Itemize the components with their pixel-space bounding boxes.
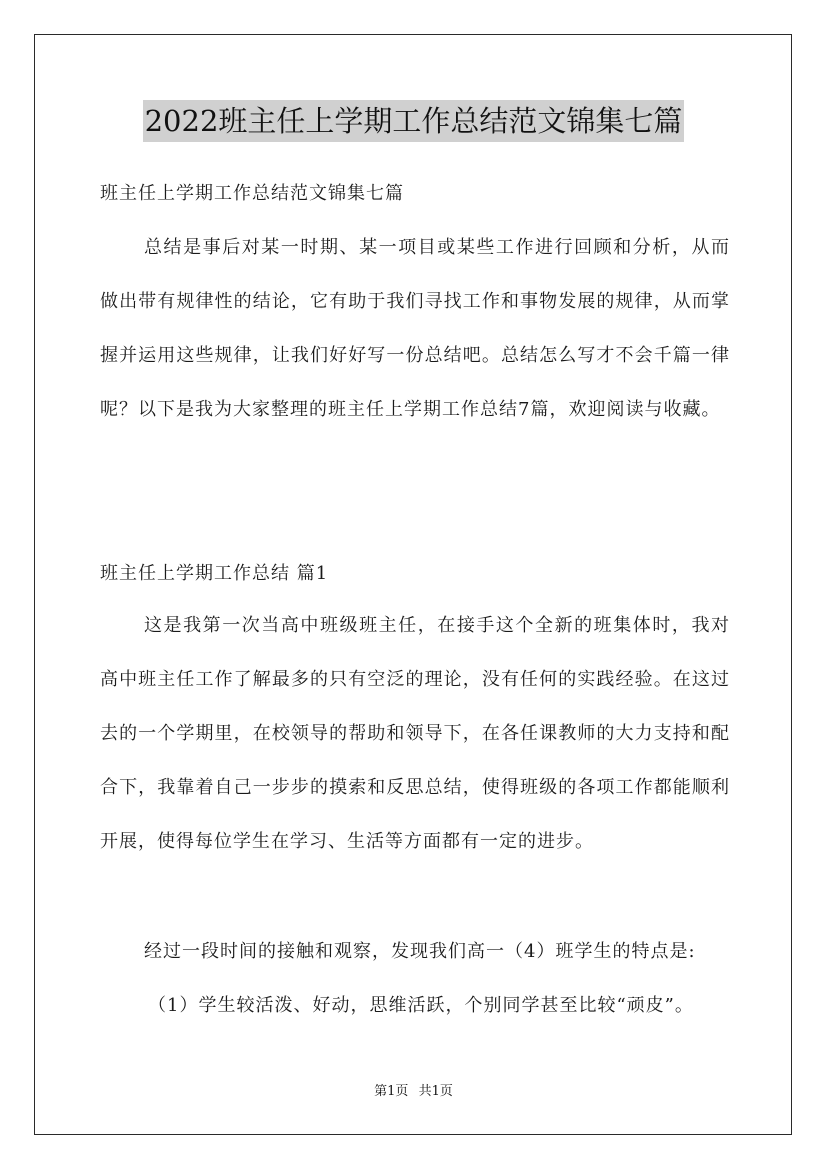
section-paragraph-3: （1）学生较活泼、好动，思维活跃，个别同学甚至比较“顽皮”。 <box>148 995 694 1016</box>
intro-paragraph: 总结是事后对某一时期、某一项目或某些工作进行回顾和分析，从而做出带有规律性的结论，它有助于我们寻找工作和事物发展的规律，从而掌握并运用这些规律，让我们好好写一份总结吧。总结怎么写才不会千篇一律呢？以下是我为大家整理的班主任上学期工作总结7篇，欢迎阅读与收藏。 <box>100 237 730 420</box>
page-footer <box>0 1083 827 1101</box>
page-number-total: 共1页 <box>418 1084 453 1099</box>
section-paragraph-1: 这是我第一次当高中班级班主任，在接手这个全新的班集体时，我对高中班主任工作了解最多的只有空泛的理论，没有任何的实践经验。在这过去的一个学期里，在校领导的帮助和领导下，在各任课教师的大力支持和配合下，我靠着自己一步步的摸索和反思总结，使得班级的各项工作都能顺利开展，使得每位学生在学习、生活等方面都有一定的进步。 <box>100 615 730 852</box>
page-number-current: 第1页 <box>374 1084 409 1099</box>
section-paragraph-2: 经过一段时间的接触和观察，发现我们高一（4）班学生的特点是: <box>144 941 696 962</box>
document-subtitle: 班主任上学期工作总结范文锦集七篇 <box>100 183 404 204</box>
section-heading: 班主任上学期工作总结 篇1 <box>100 563 329 584</box>
title-container <box>0 100 827 142</box>
document-title: 2022班主任上学期工作总结范文锦集七篇 <box>143 100 685 142</box>
